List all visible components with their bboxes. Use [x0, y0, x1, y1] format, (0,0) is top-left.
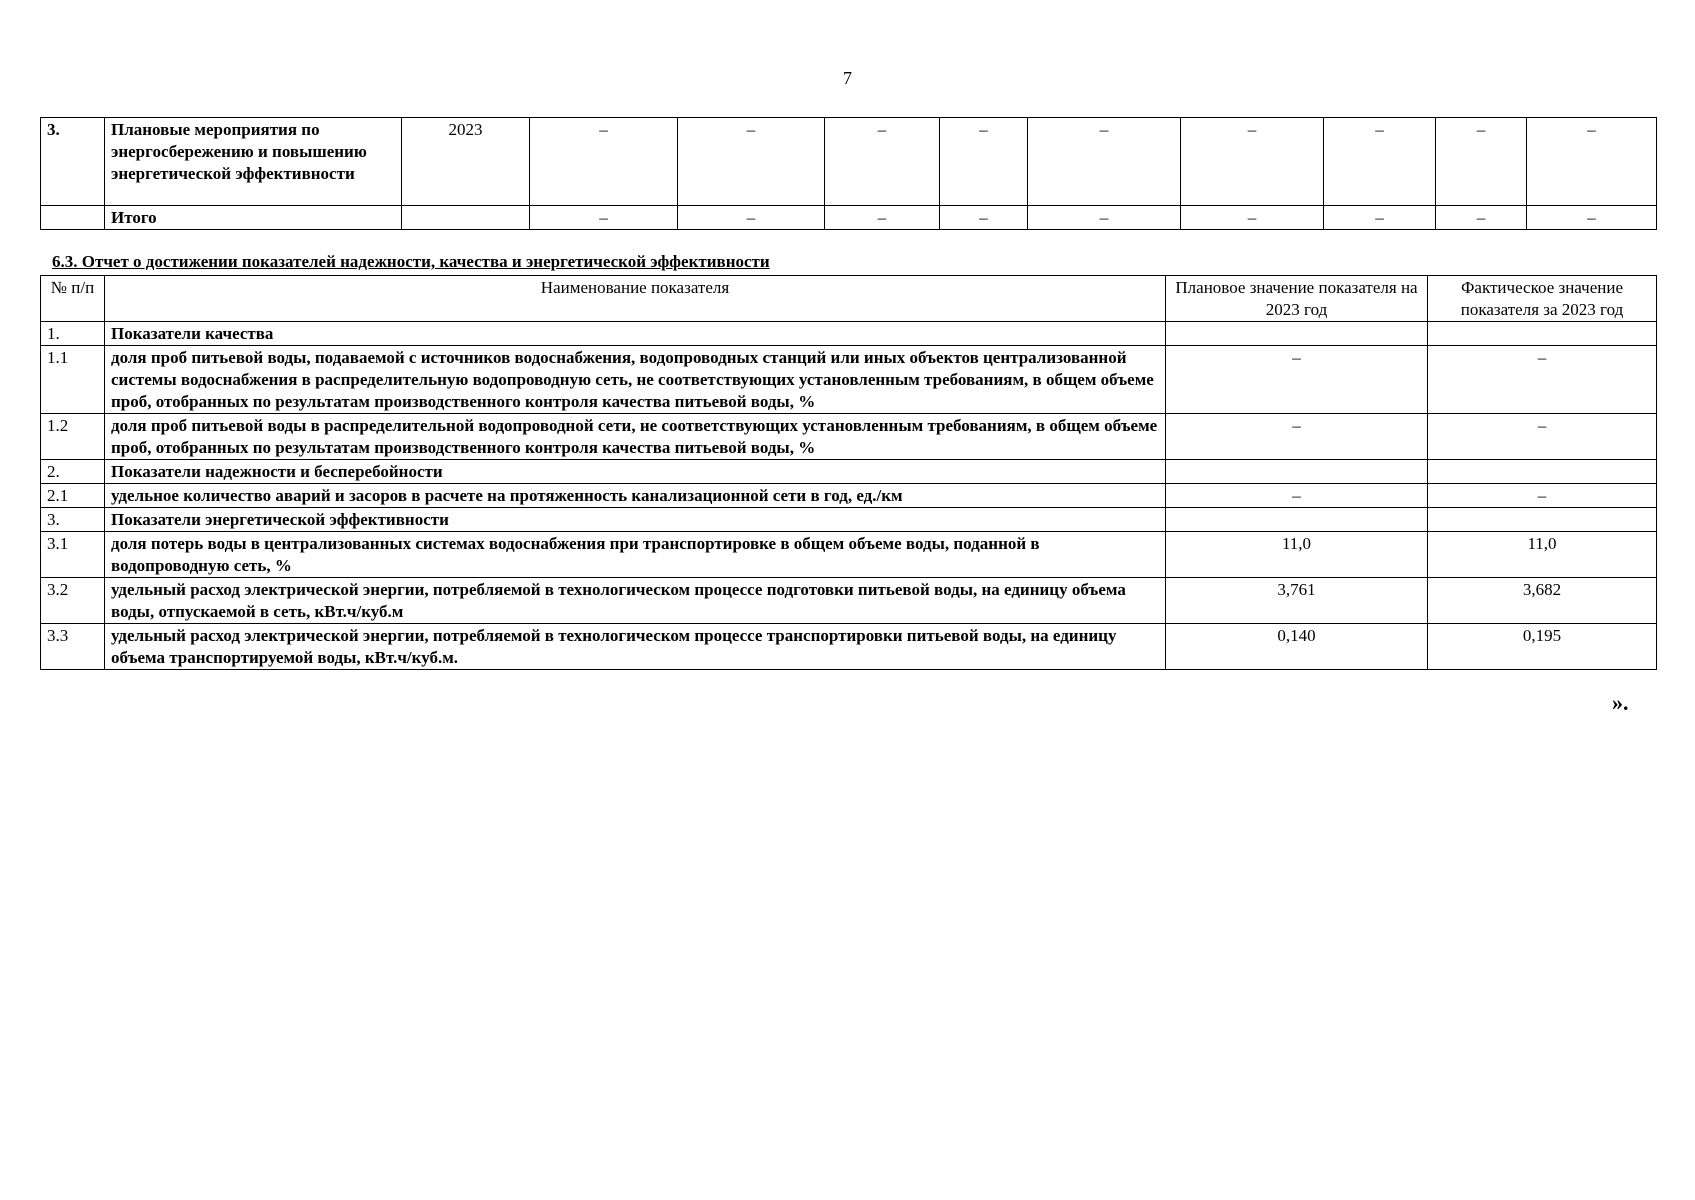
row-number: 1.2 [41, 414, 105, 460]
page-number: 7 [843, 68, 852, 88]
row-fact: 0,195 [1428, 624, 1657, 670]
row-plan: 11,0 [1166, 532, 1428, 578]
row-plan: – [1166, 484, 1428, 508]
header-plan: Плановое значение показателя на 2023 год [1166, 276, 1428, 322]
row-number: 1. [41, 322, 105, 346]
row-fact: 3,682 [1428, 578, 1657, 624]
table-cell: – [825, 206, 940, 230]
row-number: 3.2 [41, 578, 105, 624]
row-plan [1166, 508, 1428, 532]
header-number: № п/п [41, 276, 105, 322]
row-name: доля проб питьевой воды в распределительной водопроводной сети, не соответствующих установленным требованиям, в общем объеме проб, отобранных по результатам производственного контроля качества питьевой воды, % [105, 414, 1166, 460]
row-name: Плановые мероприятия по энергосбережению и повышению энергетической эффективности [105, 118, 402, 206]
row-name: удельный расход электрической энергии, потребляемой в технологическом процессе транспортировки питьевой воды, на единицу объема транспортируемой воды, кВт.ч/куб.м. [105, 624, 1166, 670]
indicators-table [40, 275, 1657, 670]
table-cell: – [678, 118, 825, 206]
table-cell: – [1181, 206, 1324, 230]
row-name: Итого [105, 206, 402, 230]
table-cell: – [1028, 118, 1181, 206]
row-fact [1428, 460, 1657, 484]
table-row [41, 460, 1657, 484]
row-fact: – [1428, 414, 1657, 460]
table-cell: – [1436, 206, 1527, 230]
table-cell: – [1028, 206, 1181, 230]
row-name: удельный расход электрической энергии, потребляемой в технологическом процессе подготовки питьевой воды, на единицу объема воды, отпускаемой в сеть, кВт.ч/куб.м [105, 578, 1166, 624]
row-plan: – [1166, 346, 1428, 414]
table-header-row [41, 276, 1657, 322]
table-cell: – [940, 206, 1028, 230]
row-number: 3. [41, 118, 105, 206]
table-row [41, 578, 1657, 624]
row-name: Показатели энергетической эффективности [105, 508, 1166, 532]
row-plan: – [1166, 414, 1428, 460]
table-row [41, 322, 1657, 346]
table-cell: – [1527, 118, 1657, 206]
table-row [41, 484, 1657, 508]
row-name: Показатели надежности и бесперебойности [105, 460, 1166, 484]
row-number: 3.3 [41, 624, 105, 670]
row-number: 2. [41, 460, 105, 484]
row-name: Показатели качества [105, 322, 1166, 346]
table-row [41, 118, 1657, 206]
table-cell: – [825, 118, 940, 206]
row-number: 3.1 [41, 532, 105, 578]
row-fact [1428, 508, 1657, 532]
plan-activities-table [40, 117, 1657, 230]
closing-quote-mark: ». [1612, 690, 1629, 715]
row-fact: – [1428, 346, 1657, 414]
row-number: 3. [41, 508, 105, 532]
row-name: доля потерь воды в централизованных системах водоснабжения при транспортировке в общем объеме воды, поданной в водопроводную сеть, % [105, 532, 1166, 578]
table-row [41, 508, 1657, 532]
header-fact: Фактическое значение показателя за 2023 год [1428, 276, 1657, 322]
table-row [41, 532, 1657, 578]
table-row [41, 206, 1657, 230]
header-name: Наименование показателя [105, 276, 1166, 322]
row-plan [1166, 322, 1428, 346]
row-name: доля проб питьевой воды, подаваемой с источников водоснабжения, водопроводных станций или иных объектов централизованной системы водоснабжения в распределительную водопроводную сеть, не соответствующих установленным требованиям, в общем объеме проб, отобранных по результатам производственного контроля качества питьевой воды, % [105, 346, 1166, 414]
table-cell: – [530, 118, 678, 206]
table-row [41, 624, 1657, 670]
row-plan [1166, 460, 1428, 484]
table-cell: – [1436, 118, 1527, 206]
table-cell: – [678, 206, 825, 230]
row-plan: 0,140 [1166, 624, 1428, 670]
table-cell: – [1324, 118, 1436, 206]
row-number: 2.1 [41, 484, 105, 508]
row-fact: 11,0 [1428, 532, 1657, 578]
table-cell: – [1527, 206, 1657, 230]
table-row [41, 346, 1657, 414]
table-cell: – [1181, 118, 1324, 206]
table-cell: – [530, 206, 678, 230]
row-year [402, 206, 530, 230]
table-cell: – [1324, 206, 1436, 230]
row-fact: – [1428, 484, 1657, 508]
row-number [41, 206, 105, 230]
row-number: 1.1 [41, 346, 105, 414]
row-fact [1428, 322, 1657, 346]
table-cell: – [940, 118, 1028, 206]
table-row [41, 414, 1657, 460]
section-title: 6.3. Отчет о достижении показателей надежности, качества и энергетической эффективности [52, 252, 770, 271]
row-name: удельное количество аварий и засоров в расчете на протяженность канализационной сети в год, ед./км [105, 484, 1166, 508]
row-plan: 3,761 [1166, 578, 1428, 624]
row-year: 2023 [402, 118, 530, 206]
